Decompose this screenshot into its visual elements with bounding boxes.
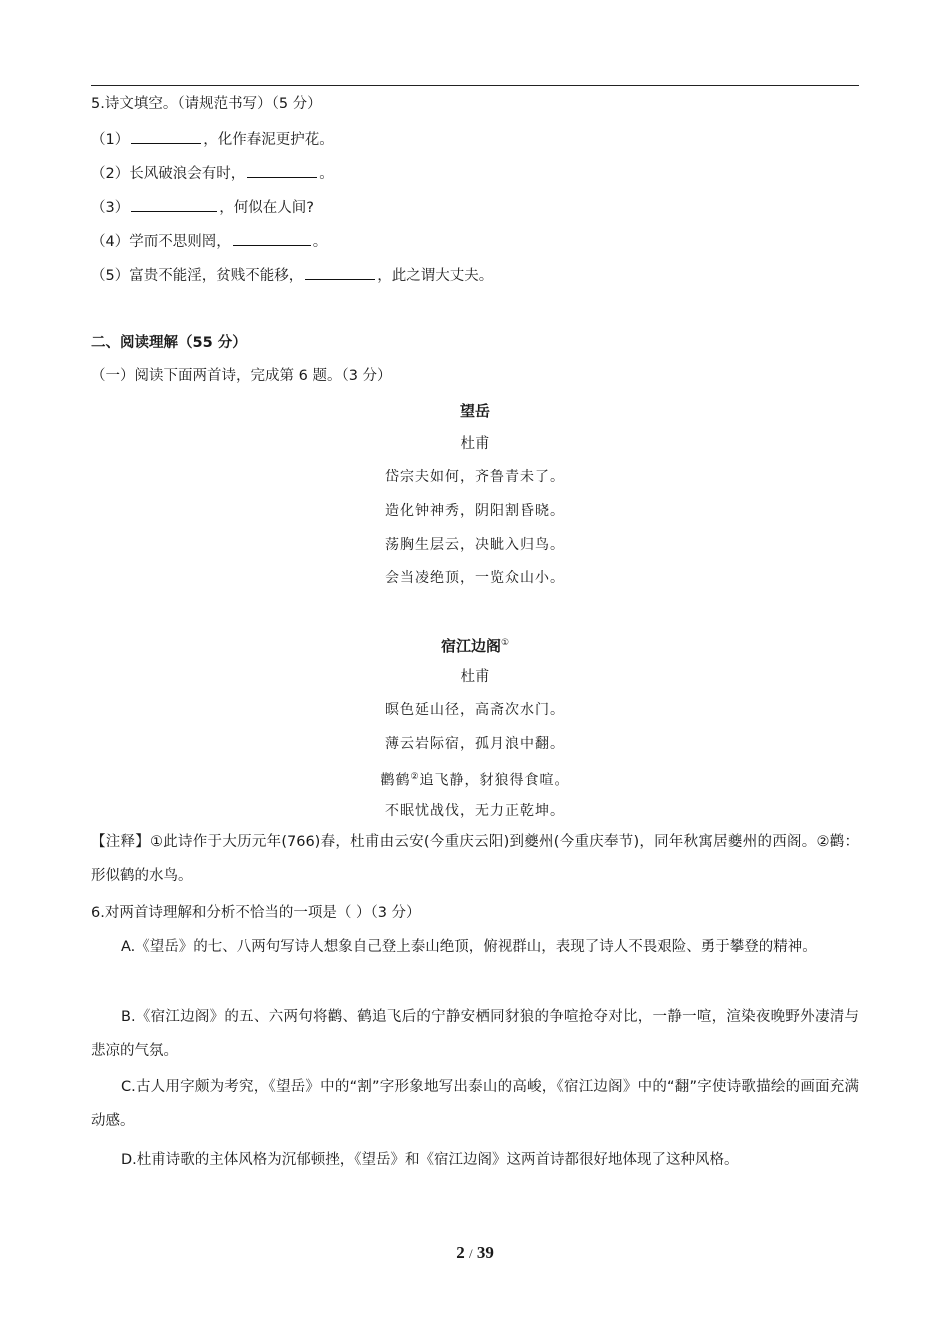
q5-item-2-post: 。 [319,166,334,182]
page-current: 2 [456,1243,465,1262]
q5-item-4-num: （4） [91,234,130,250]
poem1-author: 杜甫 [460,436,490,452]
q6-stem: 6.对两首诗理解和分析不恰当的一项是（ ）（3 分） [91,905,421,921]
q5-item-3-post: ，何似在人间? [219,200,314,216]
poem1-title: 望岳 [459,402,490,420]
poem2-line-3-footnote-mark: ② [410,772,420,782]
poem2-line-1: 暝色延山径，高斋次水门。 [385,702,565,718]
q5-item-2 [91,163,334,184]
q5-item-1 [91,129,334,150]
q5-blank-2[interactable] [247,163,317,178]
annotation-text: ①此诗作于大历元年(766)春，杜甫由云安(今重庆云阳)到夔州(今重庆奉节)，同年秋寓居夔州的西阁。②鹳：形似鹤的水鸟。 [91,834,859,884]
poem2-author: 杜甫 [460,669,490,685]
poem2-title-footnote-mark: ① [500,638,510,648]
poem2-title-row [0,633,950,656]
poem2-line-3 [0,767,950,791]
q6-option-a[interactable]: A.《望岳》的七、八两句写诗人想象自己登上泰山绝顶，俯视群山，表现了诗人不畏艰险、勇于攀登的精神。 [121,939,817,955]
q5-blank-3[interactable] [131,197,217,212]
poem1-line-2: 造化钟神秀，阴阳割昏晓。 [385,503,565,519]
annotation-label: 【注释】 [91,834,151,850]
q5-item-4-post: 。 [312,234,328,250]
poem1-line-3: 荡胸生层云，决眦入归鸟。 [385,537,565,553]
poem2-title: 宿江边阁 [440,637,501,655]
poem2-line-3-pre: 鹳鹤 [380,772,411,789]
page-separator: / [468,1246,473,1261]
page-number [0,1243,950,1263]
q5-blank-1[interactable] [131,129,201,144]
q6-option-d[interactable]: D.杜甫诗歌的主体风格为沉郁顿挫，《望岳》和《宿江边阁》这两首诗都很好地体现了这种风格。 [121,1152,739,1168]
q5-item-5-num: （5） [91,268,130,284]
q5-item-2-num: （2） [91,166,130,182]
poem1-line-1: 岱宗夫如何，齐鲁青未了。 [385,469,565,485]
q5-blank-5[interactable] [305,265,375,280]
q5-item-5 [91,265,493,286]
poem2-line-2: 薄云岩际宿，孤月浪中翻。 [385,736,565,752]
section-subheading: （一）阅读下面两首诗，完成第 6 题。（3 分） [91,368,392,384]
section-heading: 二、阅读理解（55 分） [91,335,247,351]
poem2-line-4: 不眠忧战伐，无力正乾坤。 [385,803,565,819]
q5-title: 5.诗文填空。（请规范书写）（5 分） [91,96,322,112]
q5-blank-4[interactable] [233,231,311,246]
q5-item-3-num: （3） [91,200,130,216]
q6-option-c[interactable]: C.古人用字颇为考究，《望岳》中的“割”字形象地写出泰山的高峻，《宿江边阁》中的“翻”字使诗歌描绘的画面充满动感。 [91,1079,859,1129]
q5-item-1-post: ，化作春泥更护花。 [203,132,334,148]
poem1-line-4: 会当凌绝顶，一览众山小。 [385,570,565,586]
q5-item-5-pre: 富贵不能淫，贫贱不能移， [129,268,304,284]
q5-item-1-num: （1） [91,132,130,148]
q5-item-2-pre: 长风破浪会有时， [129,166,246,182]
q5-item-5-post: ，此之谓大丈夫。 [377,268,494,284]
q5-item-3 [91,197,314,218]
poem2-line-3-post: 追飞静，豺狼得食喧。 [419,772,570,789]
annotation-note [91,825,859,893]
page-total: 39 [476,1243,494,1262]
q5-item-4-pre: 学而不思则罔， [129,234,231,250]
q5-item-4 [91,231,327,252]
q6-option-b[interactable]: B.《宿江边阁》的五、六两句将鹳、鹤追飞后的宁静安栖同豺狼的争喧抢夺对比，一静一喧，渲染夜晚野外凄清与悲凉的气氛。 [91,1009,859,1059]
header-rule [91,85,859,86]
